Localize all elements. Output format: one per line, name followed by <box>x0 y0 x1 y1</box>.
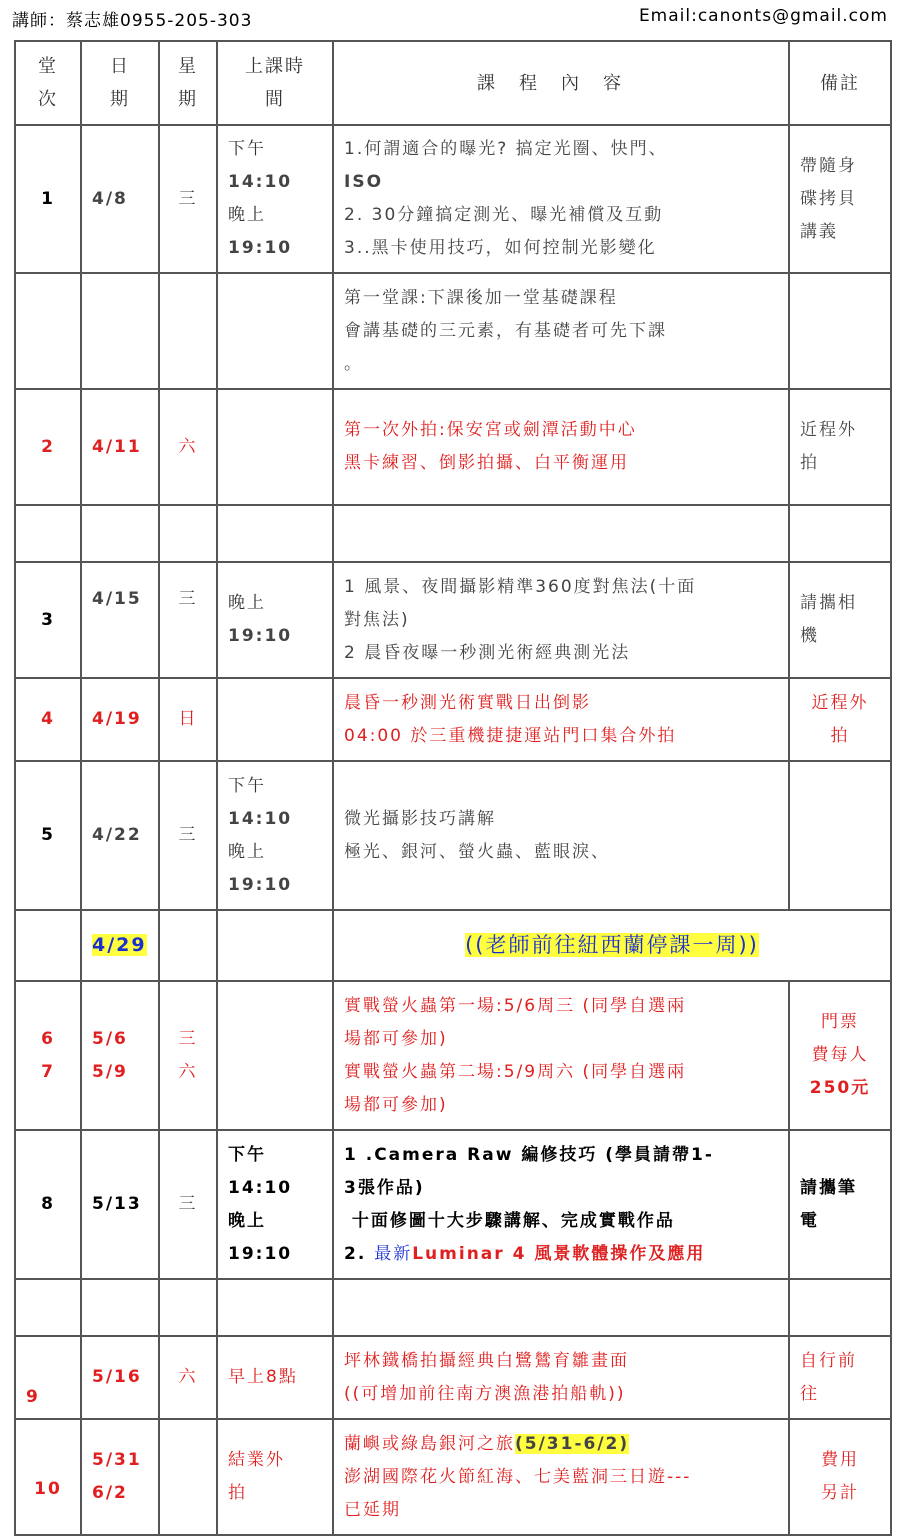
col-header-weekday: 星 期 <box>159 41 217 125</box>
row-content: 蘭嶼或綠島銀河之旅(5/31-6/2) 澎湖國際花火節紅海、七美藍洞三日遊--- 已延期 <box>333 1419 789 1535</box>
row-note: 門票 費每人 250元 <box>789 981 891 1130</box>
page-header <box>12 6 888 32</box>
row-time: 下午 14:10 晚上 19:10 <box>217 1130 333 1279</box>
row-weekday: 三 <box>159 562 217 678</box>
row-date: 5/6 5/9 <box>81 981 159 1130</box>
col-header-time: 上課時 間 <box>217 41 333 125</box>
row-time: 晚上 19:10 <box>217 562 333 678</box>
row-no: 5 <box>15 761 81 910</box>
row-date: 5/13 <box>81 1130 159 1279</box>
row-date: 4/11 <box>81 389 159 505</box>
row-date: 5/16 <box>81 1336 159 1419</box>
row-no: 4 <box>15 678 81 761</box>
row-weekday: 日 <box>159 678 217 761</box>
table-row <box>15 505 891 562</box>
row-time: 下午 14:10 晚上 19:10 <box>217 125 333 273</box>
row-no: 3 <box>15 562 81 678</box>
col-header-note: 備註 <box>789 41 891 125</box>
row-time: 早上8點 <box>217 1336 333 1419</box>
row-note: 費用 另計 <box>789 1419 891 1535</box>
row-date: 4/8 <box>81 125 159 273</box>
row-note: 請攜筆 電 <box>789 1130 891 1279</box>
table-row <box>15 678 891 761</box>
table-row <box>15 910 891 981</box>
row-date: 4/19 <box>81 678 159 761</box>
row-weekday: 三 <box>159 1130 217 1279</box>
table-row <box>15 125 891 273</box>
row-weekday: 六 <box>159 1336 217 1419</box>
row-date: 4/15 <box>81 562 159 678</box>
row-no: 10 <box>15 1419 81 1535</box>
row-content: 第一次外拍:保安宮或劍潭活動中心 黑卡練習、倒影拍攝、白平衡運用 <box>333 389 789 505</box>
row-no: 9 <box>15 1336 81 1419</box>
col-header-no: 堂 次 <box>15 41 81 125</box>
row-date: 4/22 <box>81 761 159 910</box>
row-note: 自行前 往 <box>789 1336 891 1419</box>
row-weekday: 三 <box>159 761 217 910</box>
row-date: 5/31 6/2 <box>81 1419 159 1535</box>
table-row <box>15 1130 891 1279</box>
row-no: 8 <box>15 1130 81 1279</box>
row-content: 1 .Camera Raw 編修技巧 (學員請帶1- 3張作品) 十面修圖十大步驟講解、完成實戰作品 2. 最新Luminar 4 風景軟體操作及應用 <box>333 1130 789 1279</box>
row-content: 微光攝影技巧講解 極光、銀河、螢火蟲、藍眼淚、 <box>333 761 789 910</box>
course-schedule-table <box>14 40 892 1536</box>
row-weekday: 六 <box>159 389 217 505</box>
row-note: 請攜相 機 <box>789 562 891 678</box>
instructor-info: 講師：蔡志雄0955-205-303 <box>12 11 253 31</box>
row-no: 2 <box>15 389 81 505</box>
cancel-notice: ((老師前往紐西蘭停課一周)) <box>333 910 891 981</box>
header-row <box>15 41 891 125</box>
row-date: 4/29 <box>81 910 159 981</box>
row-weekday: 三 <box>159 125 217 273</box>
table-row <box>15 1419 891 1535</box>
row-no: 1 <box>15 125 81 273</box>
email-info: Email:canonts@gmail.com <box>638 6 888 26</box>
table-row <box>15 1336 891 1419</box>
col-header-content: 課程內容 <box>333 41 789 125</box>
row-content: 1.何謂適合的曝光? 搞定光圈、快門、 ISO 2. 30分鐘搞定測光、曝光補償及互動 3..黑卡使用技巧，如何控制光影變化 <box>333 125 789 273</box>
row-content: 晨昏一秒測光術實戰日出倒影 04:00 於三重機捷捷運站門口集合外拍 <box>333 678 789 761</box>
table-row <box>15 1279 891 1336</box>
row-content: 實戰螢火蟲第一場:5/6周三 (同學自選兩 場都可參加) 實戰螢火蟲第二場:5/9周六 (同學自選兩 場都可參加) <box>333 981 789 1130</box>
row-no: 6 7 <box>15 981 81 1130</box>
table-row <box>15 761 891 910</box>
row-note: 帶隨身 碟拷貝 講義 <box>789 125 891 273</box>
table-row <box>15 562 891 678</box>
row-content: 坪林鐵橋拍攝經典白鷺鷥育雛畫面 ((可增加前往南方澳漁港拍船軌)) <box>333 1336 789 1419</box>
row-content: 1 風景、夜間攝影精準360度對焦法(十面 對焦法) 2 晨昏夜曝一秒測光術經典測光法 <box>333 562 789 678</box>
row-note: 近程外 拍 <box>789 389 891 505</box>
row-time: 結業外 拍 <box>217 1419 333 1535</box>
row-note: 近程外 拍 <box>789 678 891 761</box>
table-row <box>15 981 891 1130</box>
table-row <box>15 273 891 389</box>
table-row <box>15 389 891 505</box>
row-weekday: 三 六 <box>159 981 217 1130</box>
col-header-date: 日 期 <box>81 41 159 125</box>
row-time: 下午 14:10 晚上 19:10 <box>217 761 333 910</box>
row-content: 第一堂課:下課後加一堂基礎課程 會講基礎的三元素，有基礎者可先下課 。 <box>333 273 789 389</box>
